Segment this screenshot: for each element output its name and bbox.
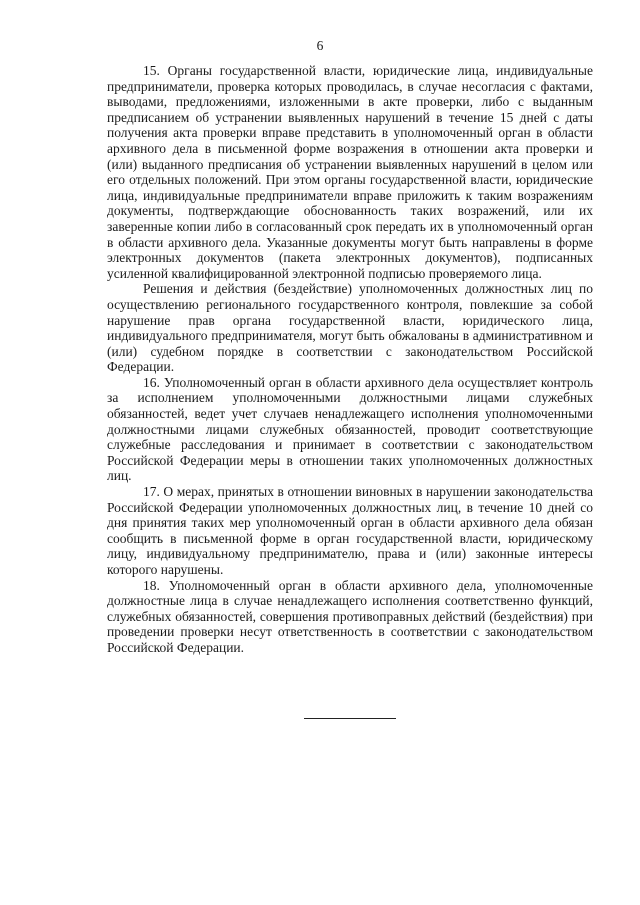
paragraph-17: 17. О мерах, принятых в отношении виновных в нарушении законодательства Российской Федерации уполномоченных должностных лиц, в течение 10 дней со дня принятия таких мер уполномоченный орган в области архивного дела обязан сообщить в письменной форме в орган государственной власти, юридическому лицу, индивидуальному предпринимателю, права и (или) законные интересы которого нарушены.	[107, 484, 593, 577]
end-separator-line	[304, 718, 396, 719]
page-number: 6	[316, 38, 324, 53]
paragraph-appeal: Решения и действия (бездействие) уполномоченных должностных лиц по осуществлению регионального государственного контроля, повлекшие за собой нарушение прав органа государственной власти, юридического лица, индивидуального предпринимателя, могут быть обжалованы в административном и (или) судебном порядке в соответствии с законодательством Российской Федерации.	[107, 281, 593, 375]
paragraph-16: 16. Уполномоченный орган в области архивного дела осуществляет контроль за исполнением уполномоченными должностными лицами служебных обязанностей, ведет учет случаев ненадлежащего исполнения уполномоченными должностными лицами служебных обязанностей, проводит соответствующие служебные расследования и принимает в соответствии с законодательством Российской Федерации меры в отношении таких уполномоченных должностных лиц.	[107, 374, 593, 484]
document-body	[107, 63, 593, 656]
paragraph-18: 18. Уполномоченный орган в области архивного дела, уполномоченные должностные лица в случае ненадлежащего исполнения соответственно функций, служебных обязанностей, совершения противоправных действий (бездействия) при проведении проверки несут ответственность в соответствии с законодательством Российской Федерации.	[107, 577, 593, 655]
paragraph-15: 15. Органы государственной власти, юридические лица, индивидуальные предприниматели, проверка которых проводилась, в случае несогласия с фактами, выводами, предложениями, изложенными в акте проверки, либо с выданным предписанием об устранении выявленных нарушений в течение 15 дней с даты получения акта проверки вправе представить в уполномоченный орган в области архивного дела в письменной форме возражения в отношении акта проверки и (или) выданного предписания об устранении выявленных нарушений в целом или его отдельных положений. При этом органы государственной власти, юридические лица, индивидуальные предприниматели вправе приложить к таким возражениям документы, подтверждающие обоснованность таких возражений, или их заверенные копии либо в согласованный срок передать их в уполномоченный орган в области архивного дела. Указанные документы могут быть направлены в форме электронных документов (пакета электронных документов), подписанных усиленной квалифицированной электронной подписью проверяемого лица.	[107, 63, 593, 281]
